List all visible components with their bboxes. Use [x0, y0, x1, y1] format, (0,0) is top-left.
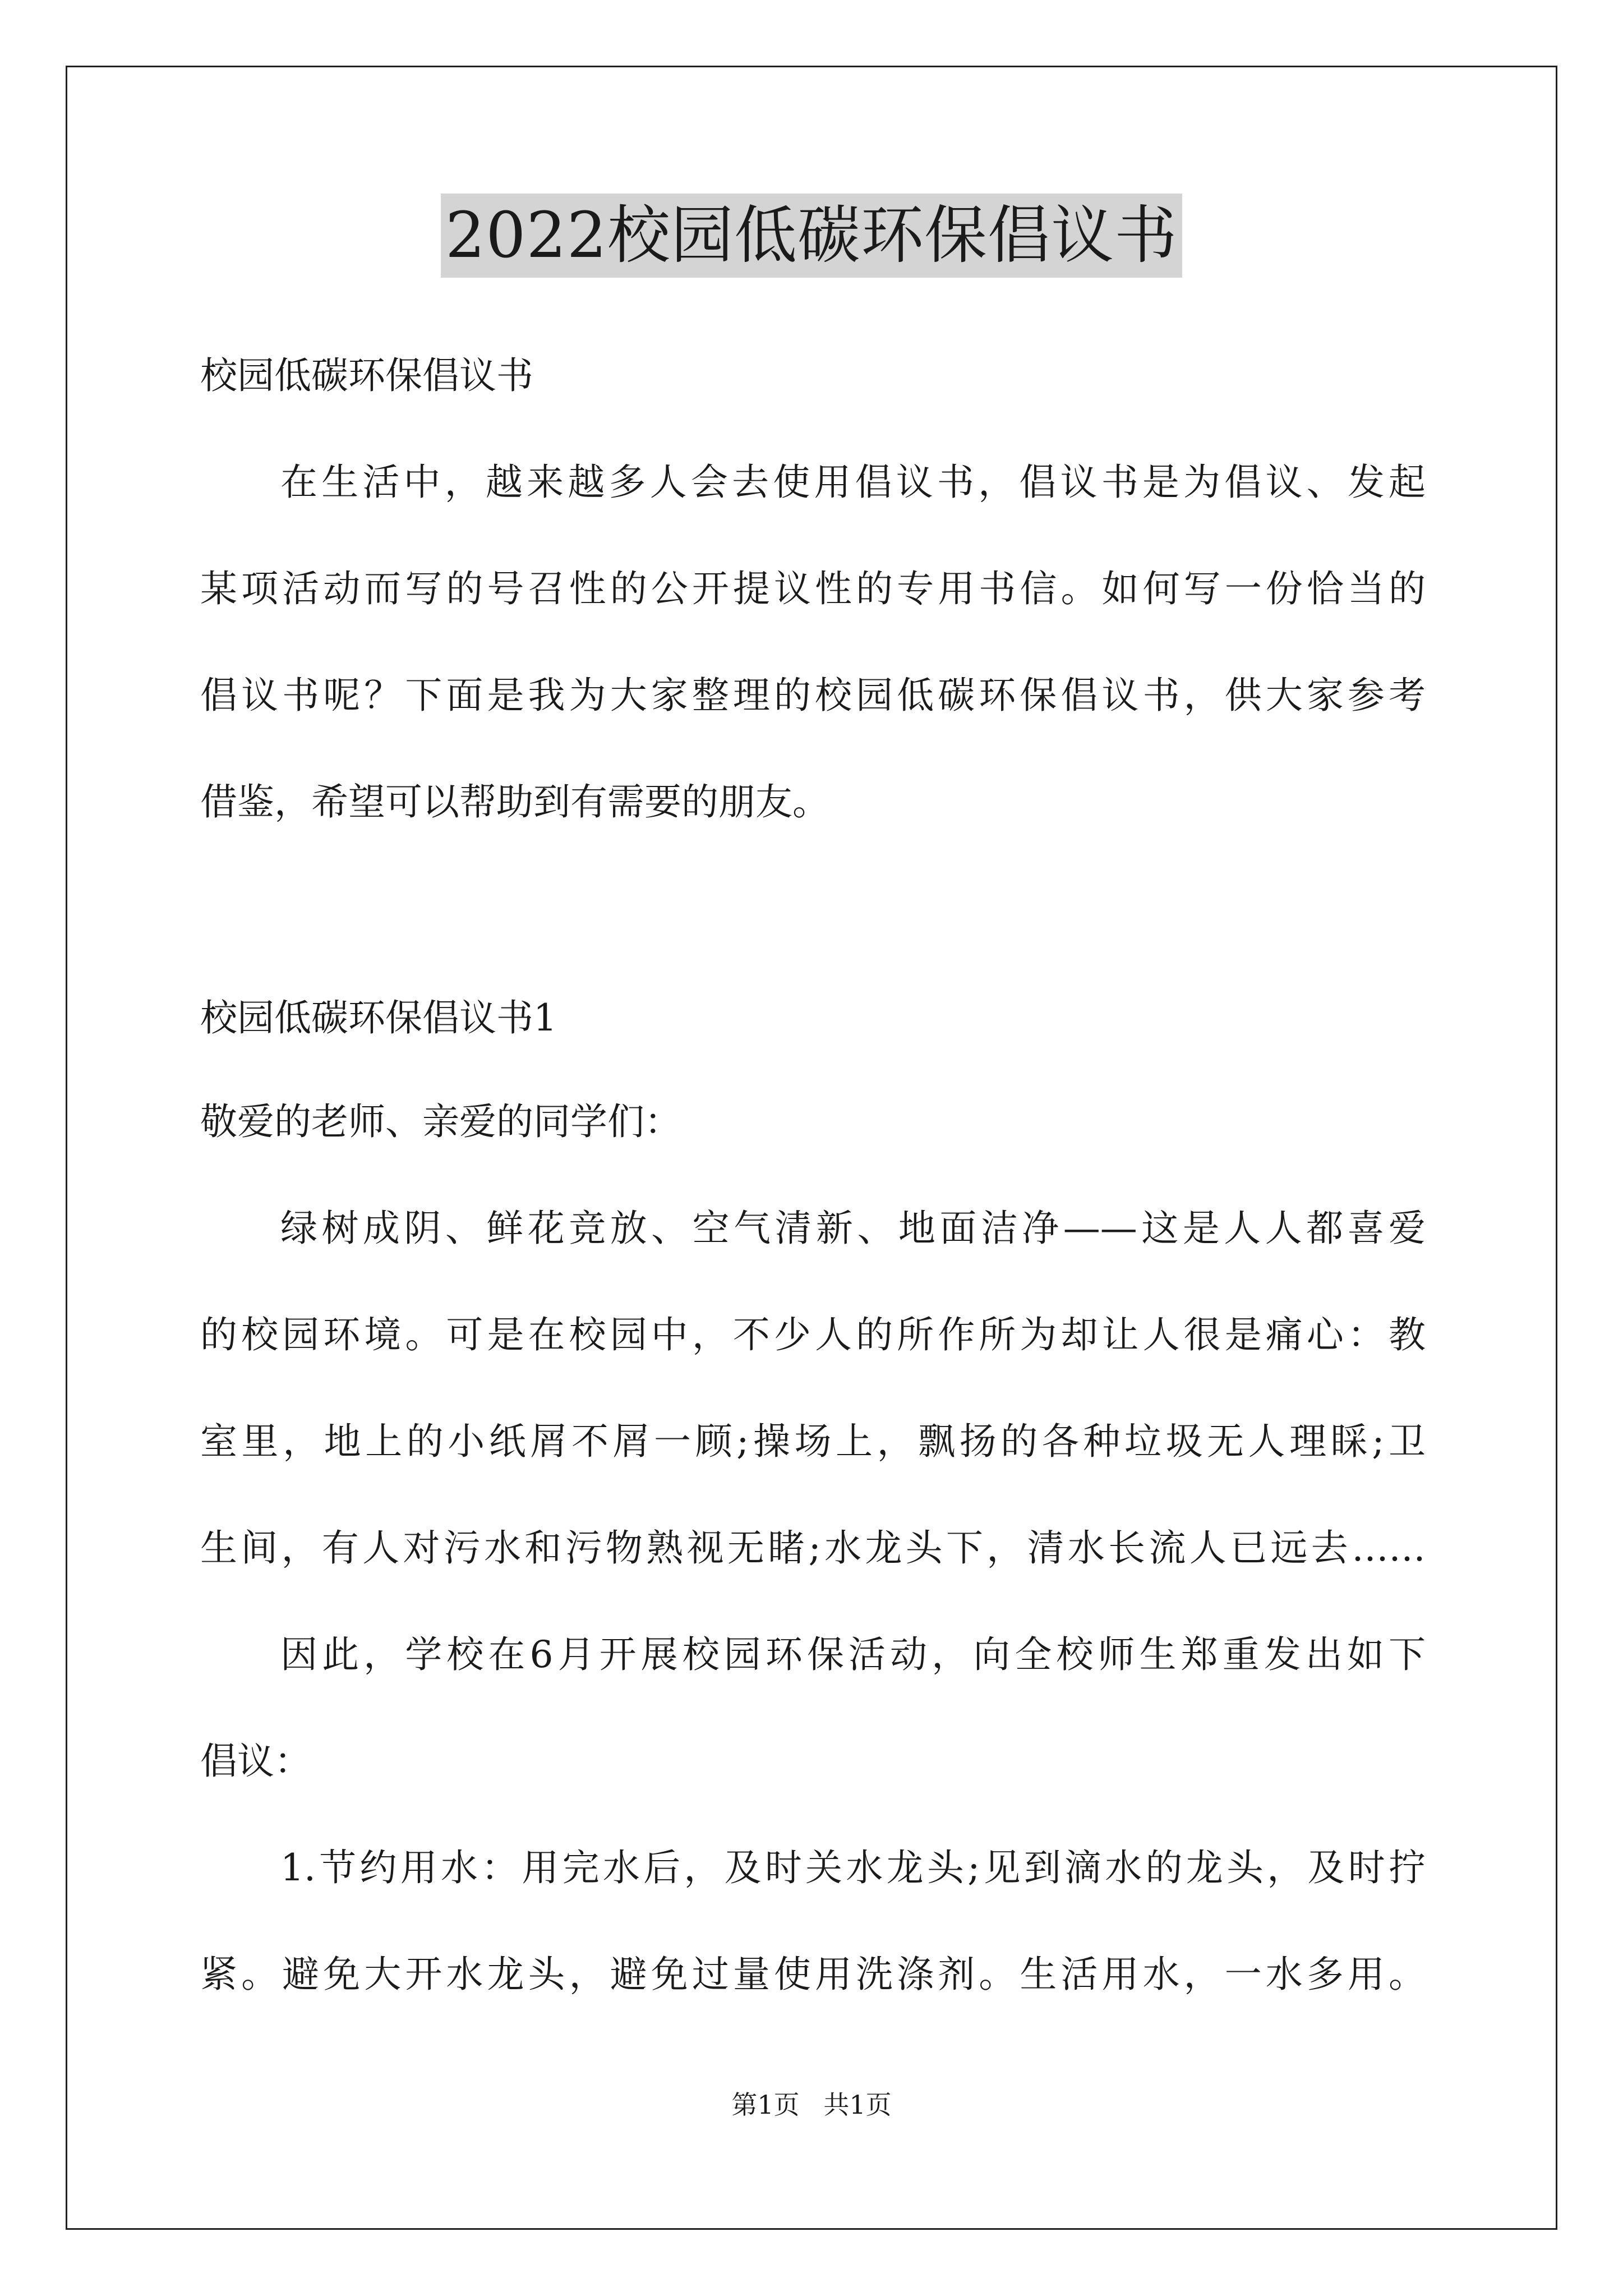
- salutation: 敬爱的老师、亲爱的同学们：: [200, 1100, 681, 1143]
- document-subtitle: 校园低碳环保倡议书: [200, 354, 533, 397]
- page-total: 共1页: [823, 2090, 892, 2120]
- item1-line-2: 紧。避免大开水龙头，避免过量使用洗涤剂。生活用水，一水多用。: [200, 1953, 1426, 1996]
- page-number: 第1页: [731, 2090, 800, 2120]
- document-title: 2022校园低碳环保倡议书: [441, 194, 1182, 278]
- para1-line-4: 生间，有人对污水和污物熟视无睹;水龙头下，清水长流人已远去……: [200, 1526, 1426, 1570]
- item1-line-1: 1.节约用水：用完水后，及时关水龙头;见到滴水的龙头，及时拧: [280, 1846, 1426, 1889]
- section-title: 校园低碳环保倡议书1: [200, 996, 557, 1039]
- intro-line-3: 倡议书呢？下面是我为大家整理的校园低碳环保倡议书，供大家参考: [200, 674, 1426, 717]
- para1-line-3: 室里，地上的小纸屑不屑一顾;操场上，飘扬的各种垃圾无人理睬;卫: [200, 1420, 1426, 1463]
- para2-line-2: 倡议：: [200, 1740, 311, 1783]
- para1-line-2: 的校园环境。可是在校园中，不少人的所作所为却让人很是痛心：教: [200, 1313, 1426, 1356]
- para1-line-1: 绿树成阴、鲜花竞放、空气清新、地面洁净——这是人人都喜爱: [280, 1207, 1426, 1250]
- para2-line-1: 因此，学校在6月开展校园环保活动，向全校师生郑重发出如下: [280, 1633, 1426, 1676]
- intro-line-1: 在生活中，越来越多人会去使用倡议书，倡议书是为倡议、发起: [280, 461, 1426, 504]
- title-container: [0, 194, 1623, 278]
- intro-line-2: 某项活动而写的号召性的公开提议性的专用书信。如何写一份恰当的: [200, 567, 1426, 610]
- page-footer: [0, 2088, 1623, 2122]
- intro-line-4: 借鉴，希望可以帮助到有需要的朋友。: [200, 780, 829, 823]
